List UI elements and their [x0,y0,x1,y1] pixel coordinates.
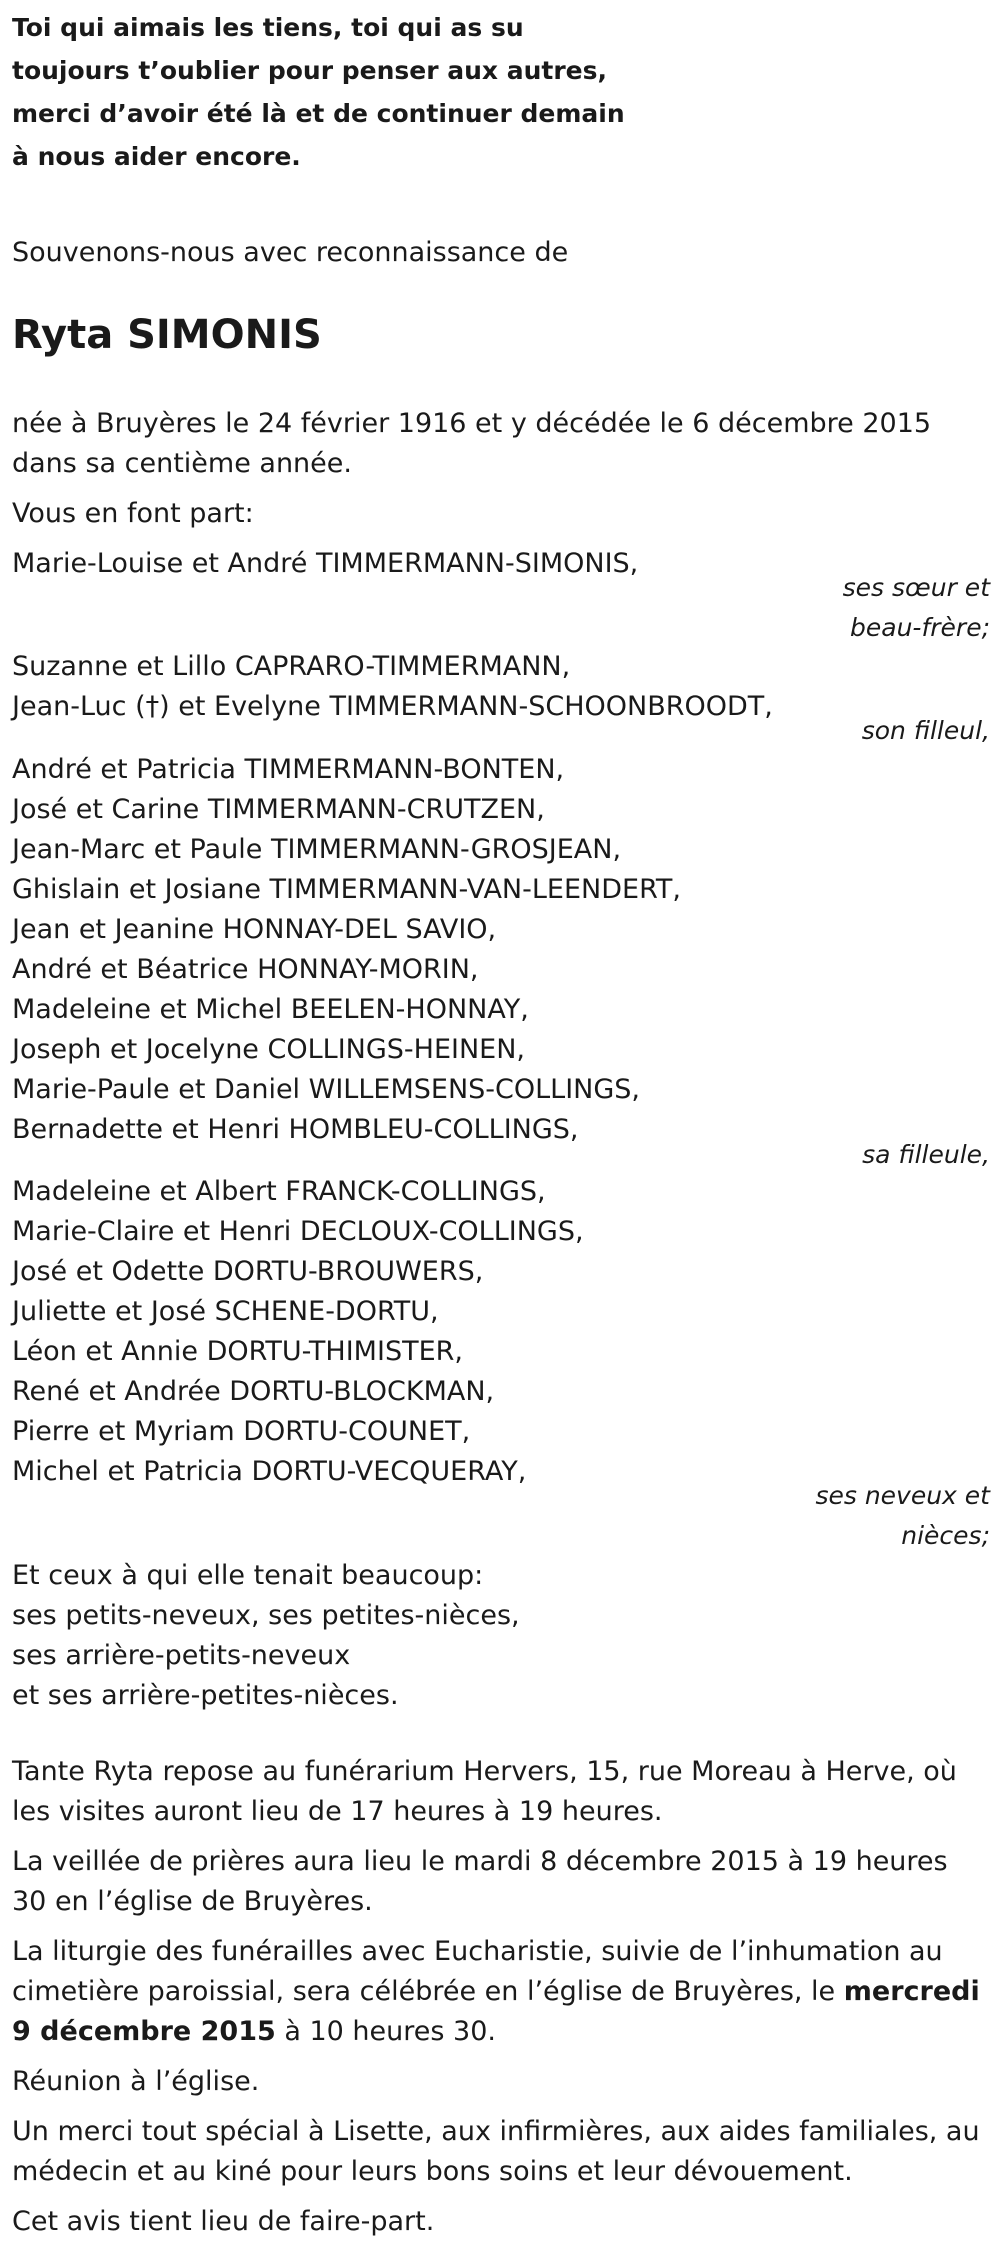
family-name: Bernadette et Henri HOMBLEU-COLLINGS, [12,1114,579,1145]
family-group-1 [12,544,988,584]
poem [12,6,772,178]
family-name: Madeleine et Albert FRANCK-COLLINGS, [12,1176,546,1207]
family-name: Jean-Luc (†) et Evelyne TIMMERMANN-SCHOONBROODT, [12,691,773,722]
family-name: José et Carine TIMMERMANN-CRUTZEN, [12,794,545,825]
family-name: André et Patricia TIMMERMANN-BONTEN, [12,754,565,785]
vigil-text: La veillée de prières aura lieu le mardi 8 décembre 2015 à 19 heures 30 en l’église de Bruyères. [12,1846,948,1917]
liturgy-text-part: à 10 heures 30. [275,2016,496,2047]
poem-line: toujours t’oublier pour penser aux autres, [12,56,608,85]
others-line: Et ceux à qui elle tenait beaucoup: [12,1560,484,1591]
family-name: Jean et Jeanine HONNAY-DEL SAVIO, [12,914,497,945]
others-line: ses petits-neveux, ses petites-nièces, [12,1600,520,1631]
birth-death-text: née à Bruyères le 24 février 1916 et y décédée le 6 décembre 2015 dans sa centième année. [12,408,932,479]
family-group-3 [12,750,988,1150]
others-line: ses arrière-petits-neveux [12,1640,351,1671]
family-name: Pierre et Myriam DORTU-COUNET, [12,1416,471,1447]
family-group-4 [12,1172,988,1492]
relation-label: son filleul, [861,716,990,745]
family-name: Léon et Annie DORTU-THIMISTER, [12,1336,463,1367]
poem-line: à nous aider encore. [12,142,301,171]
family-name: Jean-Marc et Paule TIMMERMANN-GROSJEAN, [12,834,622,865]
family-name: Marie-Louise et André TIMMERMANN-SIMONIS, [12,548,639,579]
family-name: André et Béatrice HONNAY-MORIN, [12,954,479,985]
family-name: José et Odette DORTU-BROUWERS, [12,1256,484,1287]
poem-line: merci d’avoir été là et de continuer demain [12,99,625,128]
poem-line: Toi qui aimais les tiens, toi qui as su [12,13,524,42]
thanks-text: Un merci tout spécial à Lisette, aux infirmières, aux aides familiales, au médecin et au kiné pour leurs bons soins et leur dévouement. [12,2116,980,2187]
family-name: Marie-Claire et Henri DECLOUX-COLLINGS, [12,1216,584,1247]
family-name: Michel et Patricia DORTU-VECQUERAY, [12,1456,527,1487]
others-line: et ses arrière-petites-nièces. [12,1680,399,1711]
liturgy-text [12,1932,988,2052]
intro-text: Souvenons-nous avec reconnaissance de [12,237,569,268]
reunion-text: Réunion à l’église. [12,2066,260,2097]
relation-line: ses neveux et [815,1481,990,1510]
family-name: Suzanne et Lillo CAPRARO-TIMMERMANN, [12,651,571,682]
family-name: René et Andrée DORTU-BLOCKMAN, [12,1376,495,1407]
funerarium-text: Tante Ryta repose au funérarium Hervers, 15, rue Moreau à Herve, où les visites auront lieu de 17 heures à 19 heures. [12,1756,957,1827]
family-name: Juliette et José SCHENE-DORTU, [12,1296,439,1327]
family-name: Joseph et Jocelyne COLLINGS-HEINEN, [12,1034,526,1065]
announce-text: Vous en font part: [12,498,254,529]
family-name: Madeleine et Michel BEELEN-HONNAY, [12,994,529,1025]
liturgy-date: mercredi 9 décembre 2015 [12,1976,980,2047]
liturgy-text-part: La liturgie des funérailles avec Eucharistie, suivie de l’inhumation au cimetière paroissial, sera célébrée en l’église de Bruyères, le [12,1936,943,2007]
relation-line: ses sœur et [842,573,990,602]
deceased-name: Ryta SIMONIS [12,312,322,358]
relation-label [815,1476,990,1556]
relation-line: nièces; [901,1521,990,1550]
relation-label: sa filleule, [862,1140,990,1169]
family-name: Marie-Paule et Daniel WILLEMSENS-COLLINGS, [12,1074,641,1105]
relation-label [843,568,990,648]
family-name: Ghislain et Josiane TIMMERMANN-VAN-LEENDERT, [12,874,681,905]
closing-text: Cet avis tient lieu de faire-part. [12,2206,435,2237]
others-list [12,1556,988,1716]
family-group-2 [12,647,988,727]
relation-line: beau-frère; [850,613,990,642]
